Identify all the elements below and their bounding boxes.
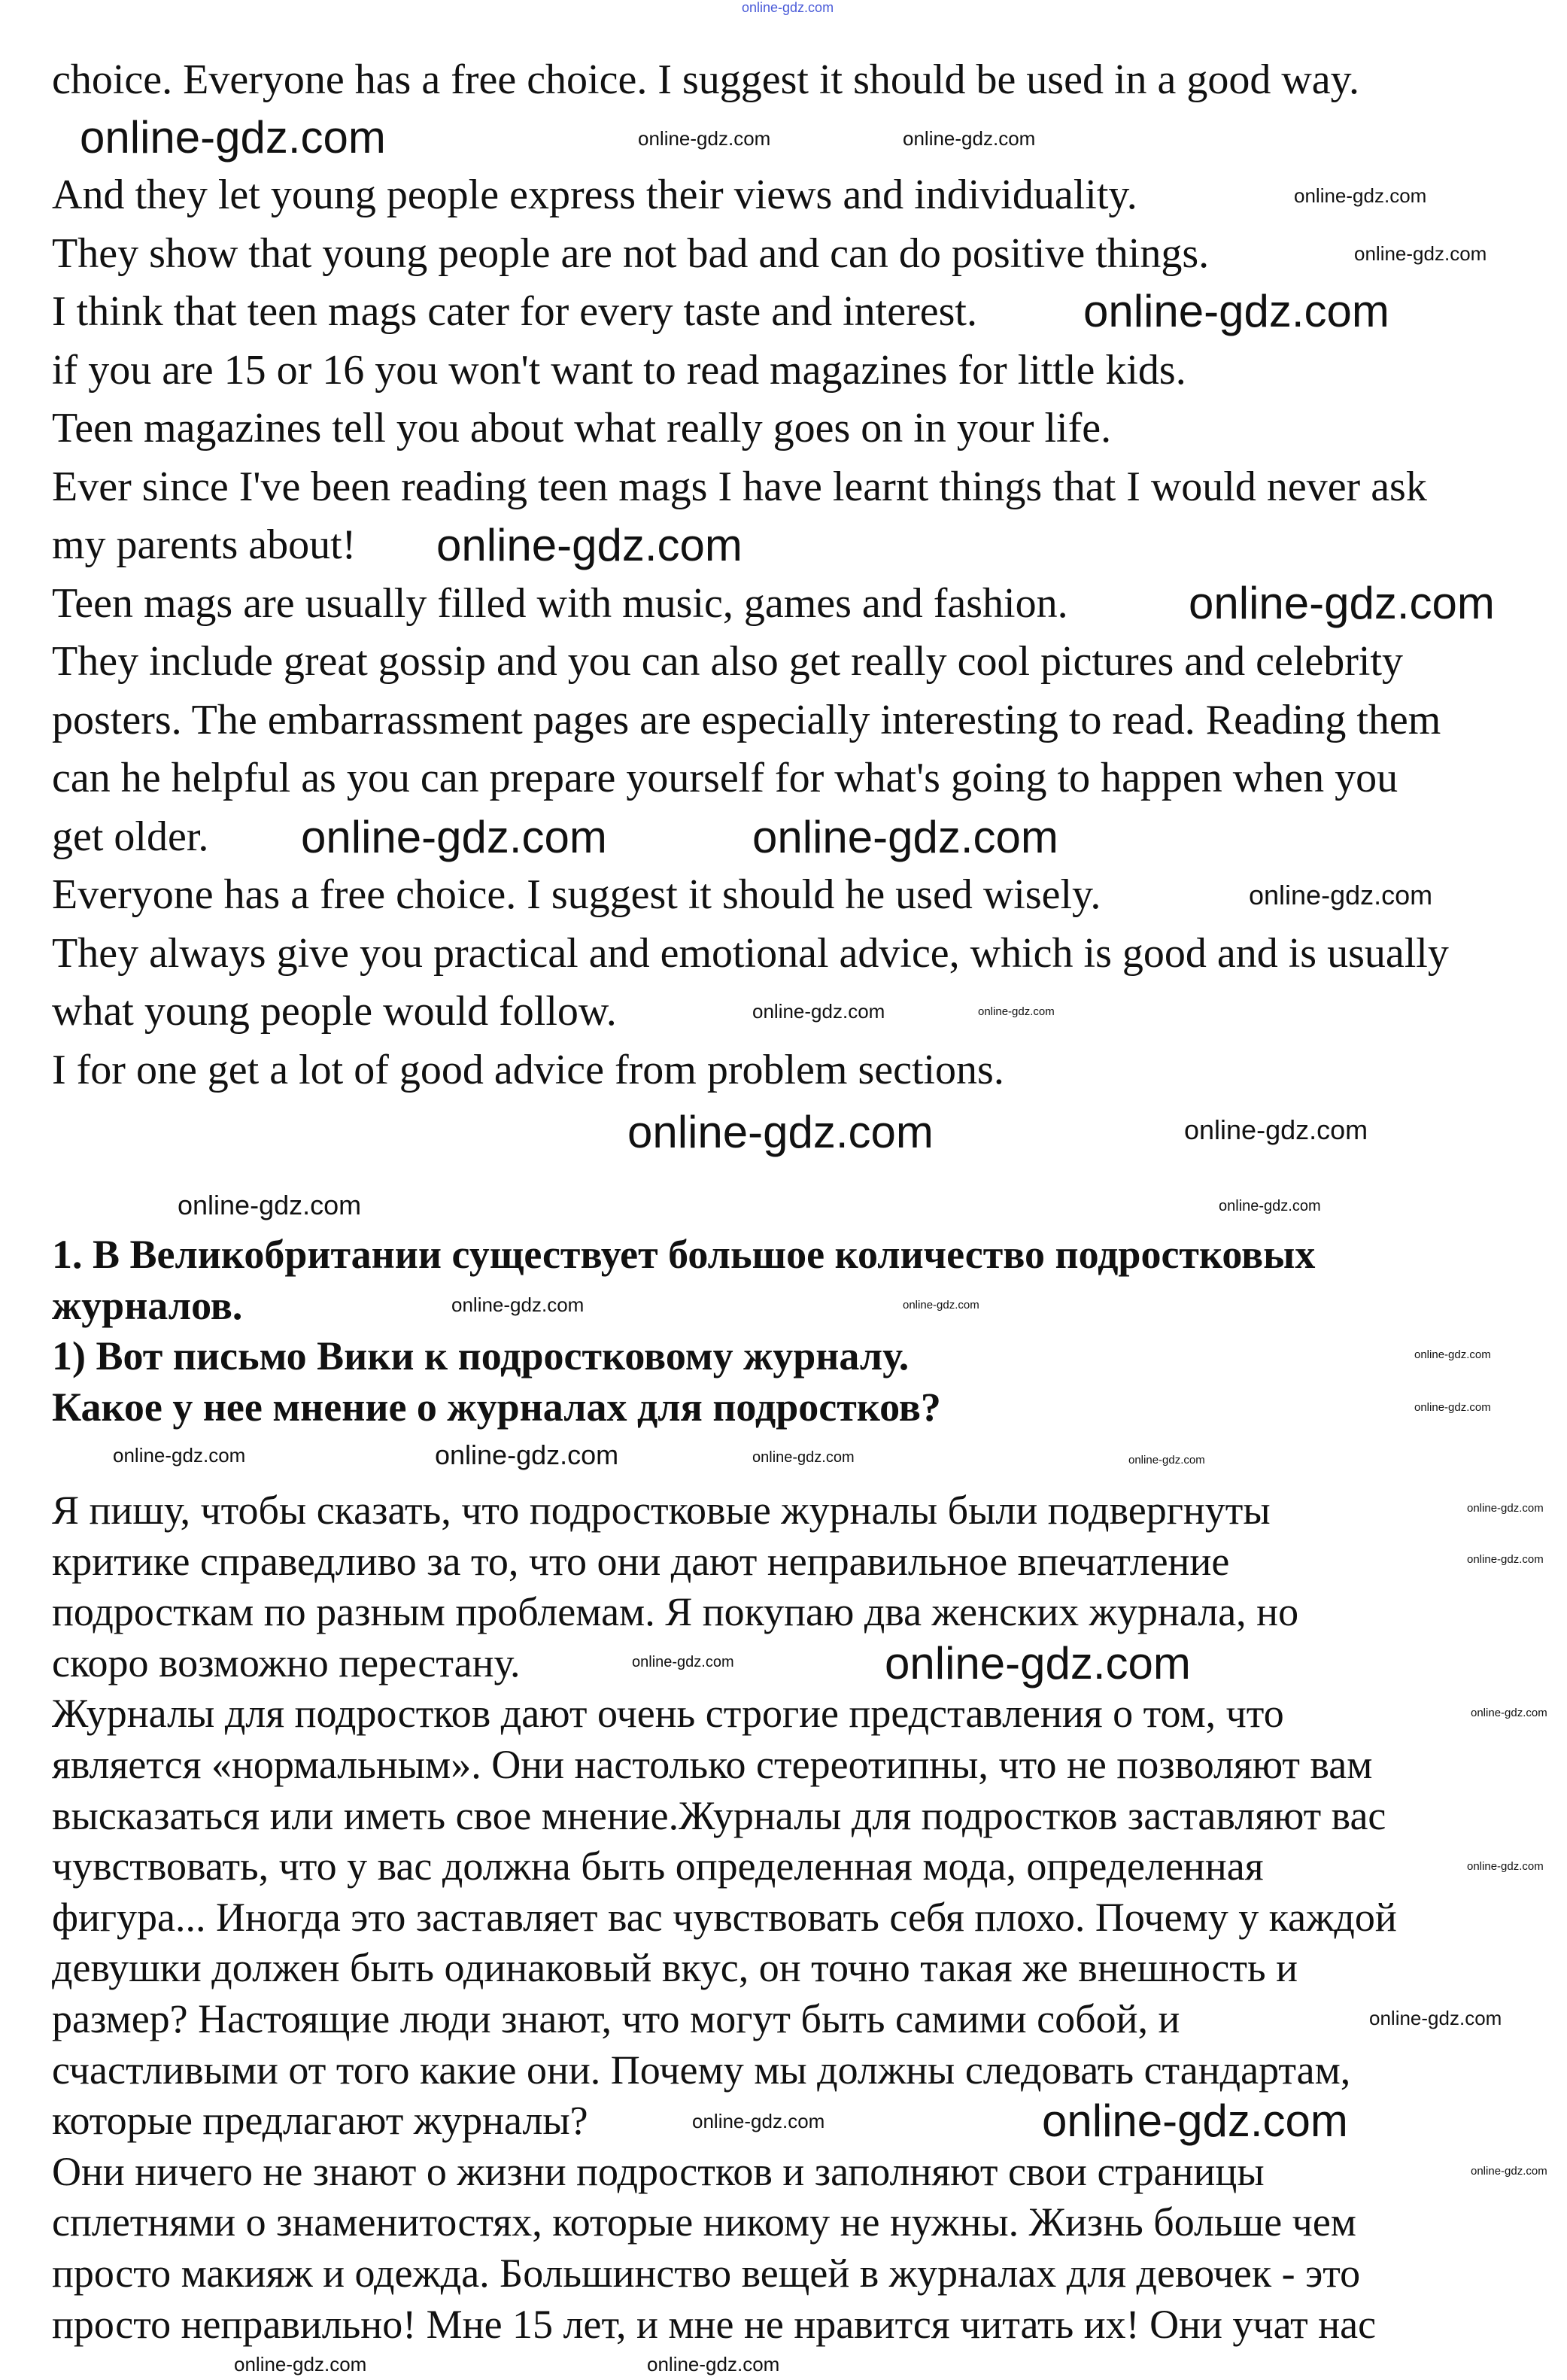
watermark: online-gdz.com (1467, 1502, 1544, 1515)
watermark: online-gdz.com (435, 1439, 619, 1470)
text-line: posters. The embarrassment pages are especially interesting to read. Reading them (52, 696, 1441, 743)
text-line: And they let young people express their views and individuality. (52, 172, 1137, 218)
heading-line: Какое у нее мнение о журналах для подростков? (52, 1384, 941, 1430)
heading-line: 1. В Великобритании существует большое количество подростковых (52, 1232, 1316, 1277)
watermark: online-gdz.com (1189, 578, 1495, 628)
text-line: can he helpful as you can prepare yourself for what's going to happen when you (52, 755, 1398, 801)
watermark: online-gdz.com (1414, 1348, 1491, 1361)
text-line: сплетнями о знаменитостях, которые никому не нужны. Жизнь больше чем (52, 2199, 1356, 2245)
english-first-line: choice. Everyone has a free choice. I suggest it should be used in a good way. (52, 56, 1360, 103)
watermark: online-gdz.com (692, 2110, 825, 2132)
text-line: They always give you practical and emotional advice, which is good and is usually (52, 929, 1449, 977)
text-line: They show that young people are not bad and can do positive things. (52, 229, 1210, 277)
watermark: online-gdz.com (903, 127, 1036, 150)
heading-line: журналов. (52, 1282, 243, 1328)
watermark: online-gdz.com (1184, 1114, 1368, 1145)
watermark: online-gdz.com (234, 2353, 367, 2375)
heading-line: 1) Вот письмо Вики к подростковому журналу. (52, 1333, 910, 1378)
text-line: Они ничего не знают о жизни подростков и заполняют свои страницы (52, 2148, 1265, 2194)
watermark: online-gdz.com (436, 520, 743, 570)
watermark: online-gdz.com (752, 1000, 885, 1023)
text-line: размер? Настоящие люди знают, что могут быть самими собой, и (52, 1995, 1180, 2041)
watermark: online-gdz.com (1471, 2165, 1547, 2178)
watermark: online-gdz.com (978, 1005, 1055, 1018)
text-line: get older. (52, 813, 209, 860)
text-line: I think that teen mags cater for every taste and interest. (52, 288, 977, 335)
text-line: высказаться или иметь свое мнение.Журналы для подростков заставляют вас (52, 1792, 1386, 1838)
text-line: чувствовать, что у вас должна быть определенная мода, определенная (52, 1844, 1264, 1889)
watermark: online-gdz.com (451, 1293, 585, 1316)
watermark: online-gdz.com (627, 1107, 934, 1157)
text-line: my parents about! (52, 521, 357, 568)
watermark: online-gdz.com (80, 112, 386, 163)
text-line: Журналы для подростков дают очень строгие представления о том, что (52, 1691, 1284, 1737)
watermark: online-gdz.com (1128, 1454, 1205, 1467)
watermark: online-gdz.com (1219, 1198, 1321, 1214)
text-line: if you are 15 or 16 you won't want to read magazines for little kids. (52, 346, 1186, 394)
watermark: online-gdz.com (752, 1449, 855, 1466)
text-line: которые предлагают журналы? (52, 2098, 588, 2144)
text-line: девушки должен быть одинаковый вкус, он точно такая же внешность и (52, 1945, 1298, 1991)
text-line: просто неправильно! Мне 15 лет, и мне не нравится читать их! Они учат нас (52, 2301, 1377, 2347)
task-heading (52, 1230, 1315, 1433)
watermark: online-gdz.com (1083, 286, 1389, 336)
watermark: online-gdz.com (752, 812, 1058, 862)
watermark: online-gdz.com (1294, 184, 1427, 207)
watermark: online-gdz.com (1369, 2007, 1502, 2029)
text-line: what young people would follow. (52, 988, 617, 1035)
watermark: online-gdz.com (1249, 880, 1433, 910)
watermark: online-gdz.com (1467, 1860, 1544, 1873)
watermark: online-gdz.com (885, 1638, 1191, 1688)
watermark: online-gdz.com (638, 127, 771, 150)
text-line: Teen magazines tell you about what really goes on in your life. (52, 405, 1112, 451)
text-line: They include great gossip and you can also get really cool pictures and celebrity (52, 638, 1404, 685)
text-line: I for one get a lot of good advice from problem sections. (52, 1046, 1004, 1093)
text-line: скоро возможно перестану. (52, 1640, 521, 1685)
watermark: online-gdz.com (647, 2353, 780, 2375)
watermark: online-gdz.com (178, 1190, 362, 1220)
text-line: просто макияж и одежда. Большинство вещей в журналах для девочек - это (52, 2250, 1361, 2296)
watermark: online-gdz.com (1354, 242, 1487, 265)
text-line: счастливыми от того какие они. Почему мы должны следовать стандартам, (52, 2047, 1351, 2093)
watermark: online-gdz.com (1414, 1401, 1491, 1414)
watermark: online-gdz.com (903, 1299, 979, 1312)
watermark: online-gdz.com (742, 0, 834, 15)
watermark: online-gdz.com (632, 1654, 734, 1670)
watermark: online-gdz.com (113, 1444, 246, 1467)
watermark: online-gdz.com (1042, 2096, 1348, 2146)
text-line: Ever since I've been reading teen mags I have learnt things that I would never ask (52, 463, 1427, 510)
text-line: критике справедливо за то, что они дают неправильное впечатление (52, 1538, 1230, 1584)
watermark: online-gdz.com (1471, 1707, 1547, 1719)
russian-paragraph (52, 1485, 1397, 2350)
text-line: является «нормальным». Они настолько стереотипны, что не позволяют вам (52, 1741, 1373, 1787)
watermark: online-gdz.com (1467, 1553, 1544, 1566)
text-line: Everyone has a free choice. I suggest it should he used wisely. (52, 871, 1101, 918)
text-line: подросткам по разным проблемам. Я покупаю два женских журнала, но (52, 1589, 1299, 1635)
watermark: online-gdz.com (301, 812, 607, 862)
text-line: Я пишу, чтобы сказать, что подростковые журналы были подвергнуты (52, 1488, 1271, 1533)
text-line: фигура... Иногда это заставляет вас чувствовать себя плохо. Почему у каждой (52, 1894, 1397, 1940)
text-line: Teen mags are usually filled with music, games and fashion. (52, 579, 1068, 627)
